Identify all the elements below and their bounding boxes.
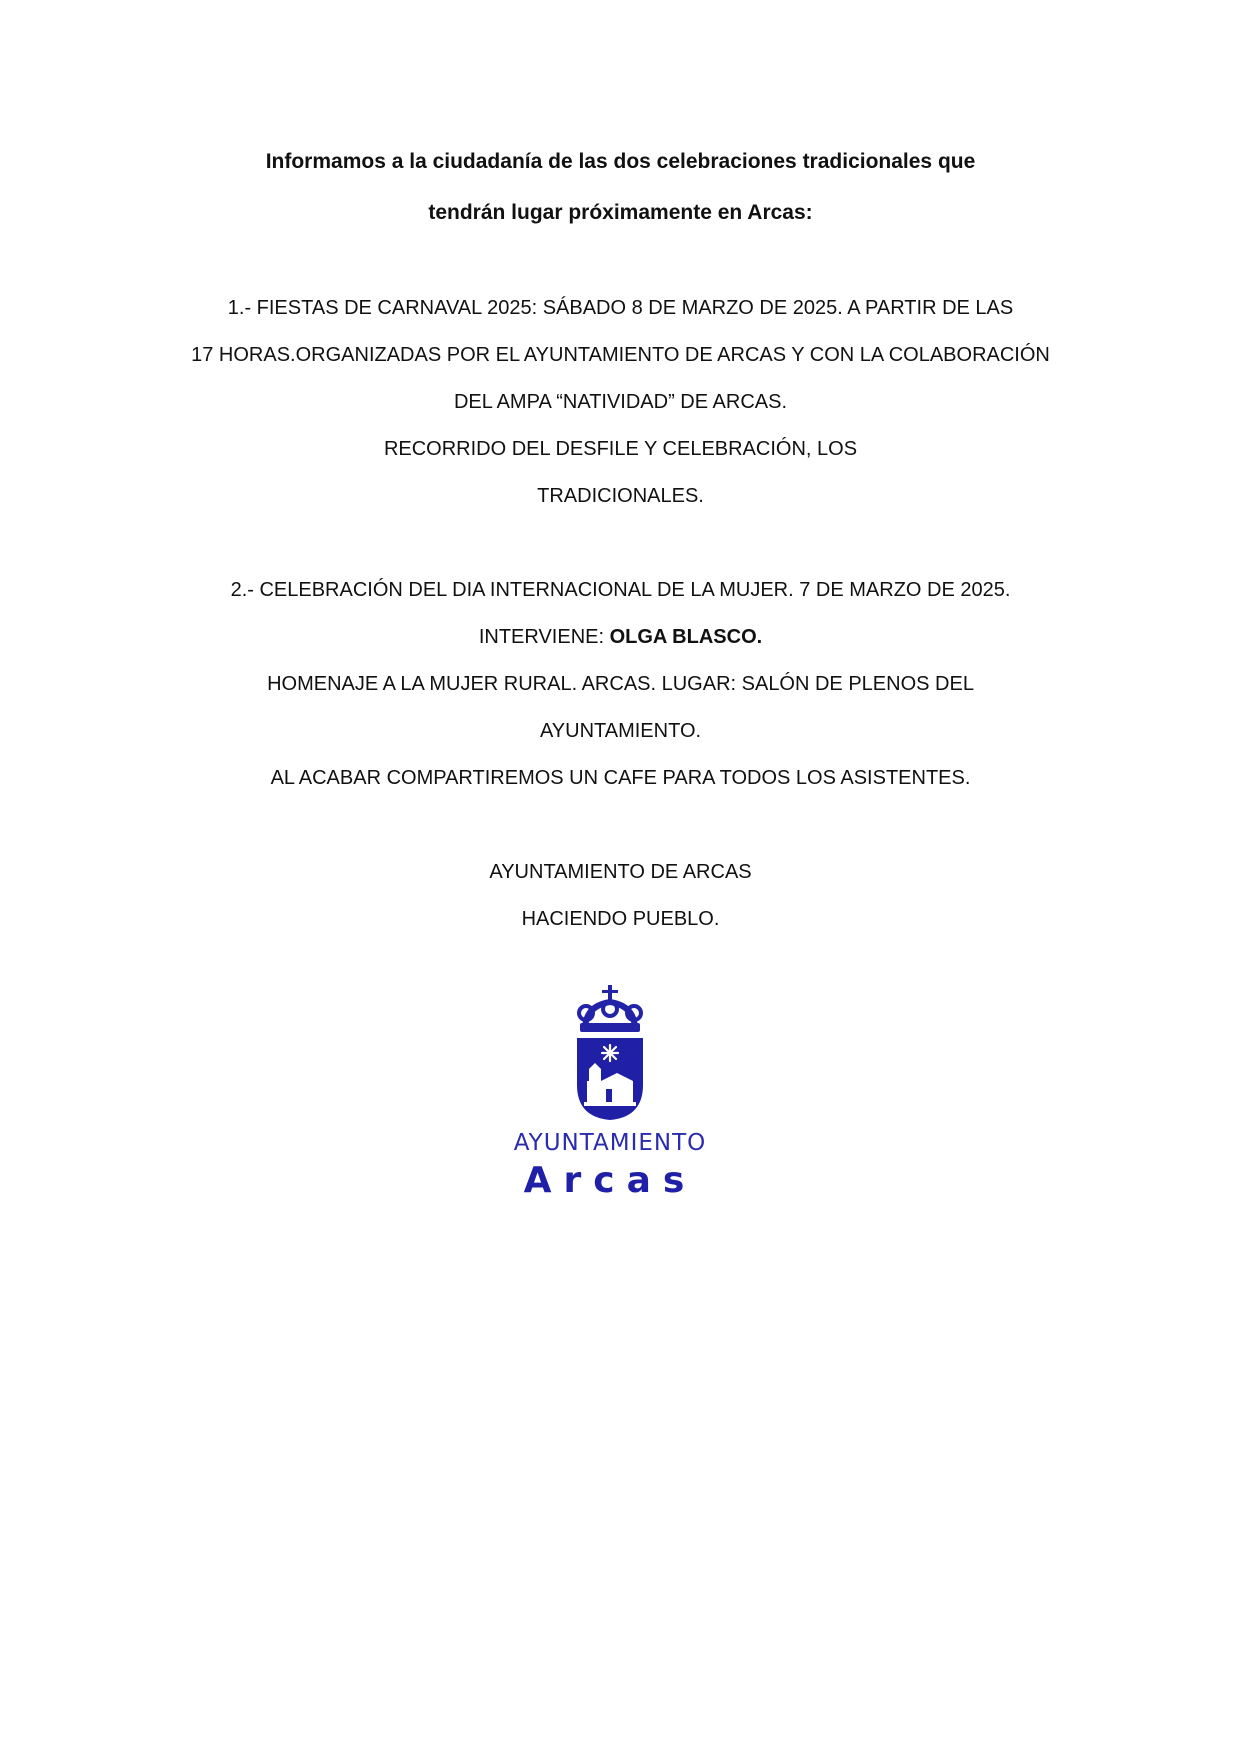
intro-line-2: tendrán lugar próximamente en Arcas: [428, 201, 813, 224]
item2-line-2 [0, 624, 1241, 650]
item2-line-5: AL ACABAR COMPARTIREMOS UN CAFE PARA TODOS LOS ASISTENTES. [270, 767, 971, 789]
item1-line-2: 17 HORAS.ORGANIZADAS POR EL AYUNTAMIENTO DE ARCAS Y CON LA COLABORACIÓN [191, 344, 1050, 366]
item1-line-4: RECORRIDO DEL DESFILE Y CELEBRACIÓN, LOS [383, 438, 858, 460]
logo-text-arcas: Arcas [523, 1160, 697, 1201]
intro-line-1: Informamos a la ciudadanía de las dos celebraciones tradicionales que [265, 150, 976, 173]
logo-text-ayuntamiento: AYUNTAMIENTO [513, 1130, 707, 1156]
coat-of-arms-icon [490, 985, 730, 1125]
item1-line-3: DEL AMPA “NATIVIDAD” DE ARCAS. [453, 391, 788, 413]
item2-line-1: 2.- CELEBRACIÓN DEL DIA INTERNACIONAL DE LA MUJER. 7 DE MARZO DE 2025. [230, 579, 1011, 601]
item1-line-5: TRADICIONALES. [537, 485, 704, 507]
item2-intervene-label: INTERVIENE: [478, 626, 610, 648]
item2-line-3: HOMENAJE A LA MUJER RURAL. ARCAS. LUGAR: SALÓN DE PLENOS DEL [267, 673, 974, 695]
signature-line-1: AYUNTAMIENTO DE ARCAS [489, 861, 752, 883]
item2-speaker-name: OLGA BLASCO. [609, 626, 763, 648]
ayuntamiento-logo [490, 985, 730, 1215]
signature-line-2: HACIENDO PUEBLO. [521, 908, 720, 930]
item1-line-1: 1.- FIESTAS DE CARNAVAL 2025: SÁBADO 8 DE MARZO DE 2025. A PARTIR DE LAS [227, 297, 1014, 319]
item2-line-4: AYUNTAMIENTO. [539, 720, 702, 742]
